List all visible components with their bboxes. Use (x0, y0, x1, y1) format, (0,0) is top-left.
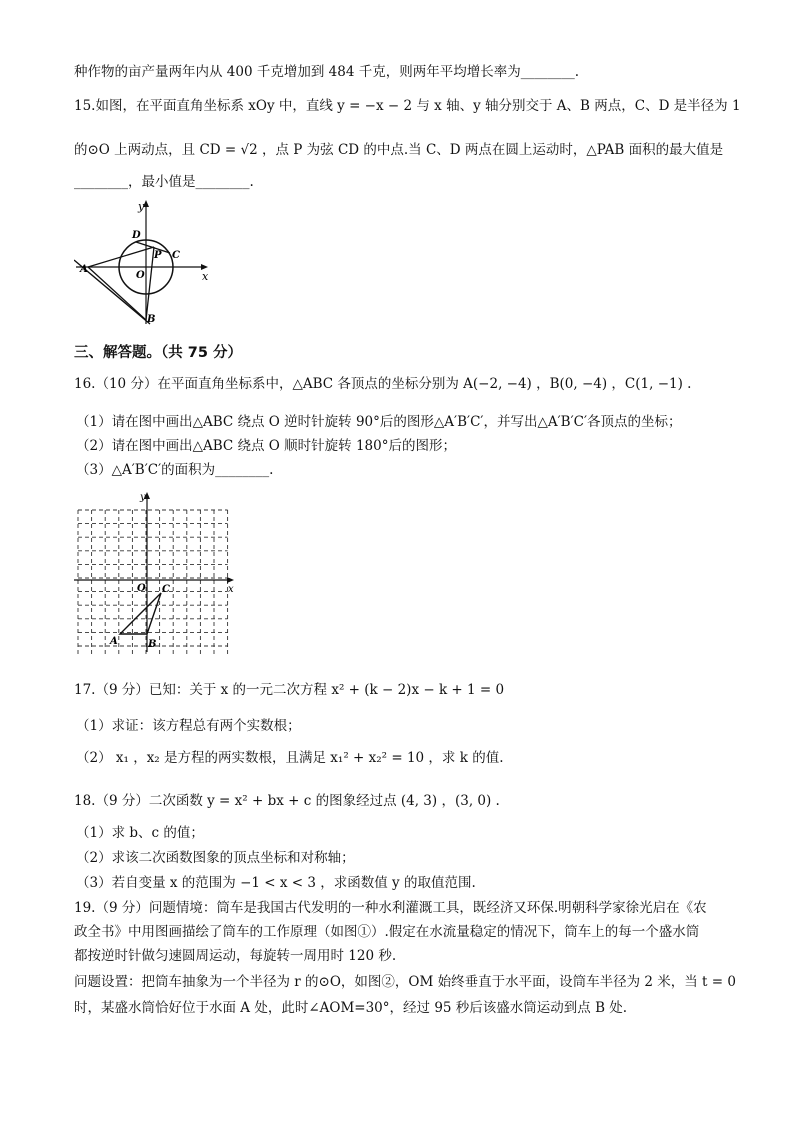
line-q14-tail: 种作物的亩产量两年内从 400 千克增加到 484 千克，则两年平均增长率为________. (74, 64, 579, 80)
q16-part1: （1）请在图中画出△ABC 绕点 O 逆时针旋转 90°后的图形△A′B′C′，并写出△A′B′C′各顶点的坐标； (76, 414, 682, 430)
q18-part3: （3）若自变量 x 的范围为 −1 < x < 3 ，求函数值 y 的取值范围. (76, 875, 476, 891)
q17-part1: （1）求证：该方程总有两个实数根； (76, 718, 301, 734)
section-3-heading: 三、解答题。（共 75 分） (74, 345, 243, 361)
label-x: x (228, 584, 234, 595)
figure-q16-grid (70, 488, 240, 654)
q15-line1: 15.如图，在平面直角坐标系 xOy 中，直线 y = −x − 2 与 x 轴、y 轴分别交于 A、B 两点，C、D 是半径为 1 (74, 98, 741, 114)
label-o: O (137, 583, 146, 594)
label-a: A (110, 636, 118, 647)
q16-part2: （2）请在图中画出△ABC 绕点 O 顺时针旋转 180°后的图形； (76, 438, 456, 454)
label-c: C (172, 250, 180, 261)
q19-line5: 时，某盛水筒恰好位于水面 A 处，此时∠AOM=30°，经过 95 秒后该盛水筒运动到点 B 处. (74, 1000, 628, 1016)
q19-line4: 问题设置：把筒车抽象为一个半径为 r 的⊙O，如图②，OM 始终垂直于水平面，设筒车半径为 2 米，当 t = 0 (74, 974, 736, 990)
q18-stem: 18.（9 分）二次函数 y = x² + bx + c 的图象经过点 (4, 3) ，(3, 0) . (74, 793, 500, 809)
q19-line1: 19.（9 分）问题情境：筒车是我国古代发明的一种水利灌溉工具，既经济又环保.明朝科学家徐光启在《农 (74, 900, 707, 916)
q17-stem: 17.（9 分）已知：关于 x 的一元二次方程 x² + (k − 2)x − k + 1 = 0 (74, 682, 505, 698)
label-b: B (147, 314, 156, 325)
label-y: y (140, 492, 146, 503)
q16-stem: 16.（10 分）在平面直角坐标系中，△ABC 各顶点的坐标分别为 A(−2, −4) ，B(0, −4) ，C(1, −1) . (74, 376, 692, 392)
q19-line2: 政全书》中用图画描绘了筒车的工作原理（如图①）.假定在水流量稳定的情况下，筒车上的每一个盛水筒 (74, 924, 700, 940)
x-axis-arrow-icon (227, 577, 234, 583)
q19-line3: 都按逆时针做匀速圆周运动，每旋转一周用时 120 秒. (74, 948, 397, 964)
figure-q15 (74, 198, 214, 326)
triangle-abc (120, 593, 161, 634)
label-a: A (80, 264, 88, 275)
label-c: C (162, 584, 170, 595)
label-p: P (154, 250, 162, 261)
label-b: B (148, 639, 157, 650)
label-o: O (136, 270, 145, 281)
segment-pa (88, 247, 154, 267)
q16-part3: （3）△A′B′C′的面积为________. (76, 462, 274, 478)
segment-pb (146, 247, 154, 320)
q15-line2: 的⊙O 上两动点，且 CD = √2 ，点 P 为弦 CD 的中点.当 C、D 两点在圆上运动时，△PAB 面积的最大值是 (74, 142, 724, 158)
label-y: y (138, 200, 145, 213)
label-x: x (202, 270, 209, 283)
label-d: D (132, 230, 141, 241)
q18-part1: （1）求 b、c 的值； (76, 825, 204, 841)
q15-line3: ________，最小值是________. (74, 174, 254, 190)
q18-part2: （2）求该二次函数图象的顶点坐标和对称轴； (76, 850, 355, 866)
q17-part2: （2） x₁ ，x₂ 是方程的两实数根，且满足 x₁² + x₂² = 10 ，求 k 的值. (76, 750, 504, 766)
